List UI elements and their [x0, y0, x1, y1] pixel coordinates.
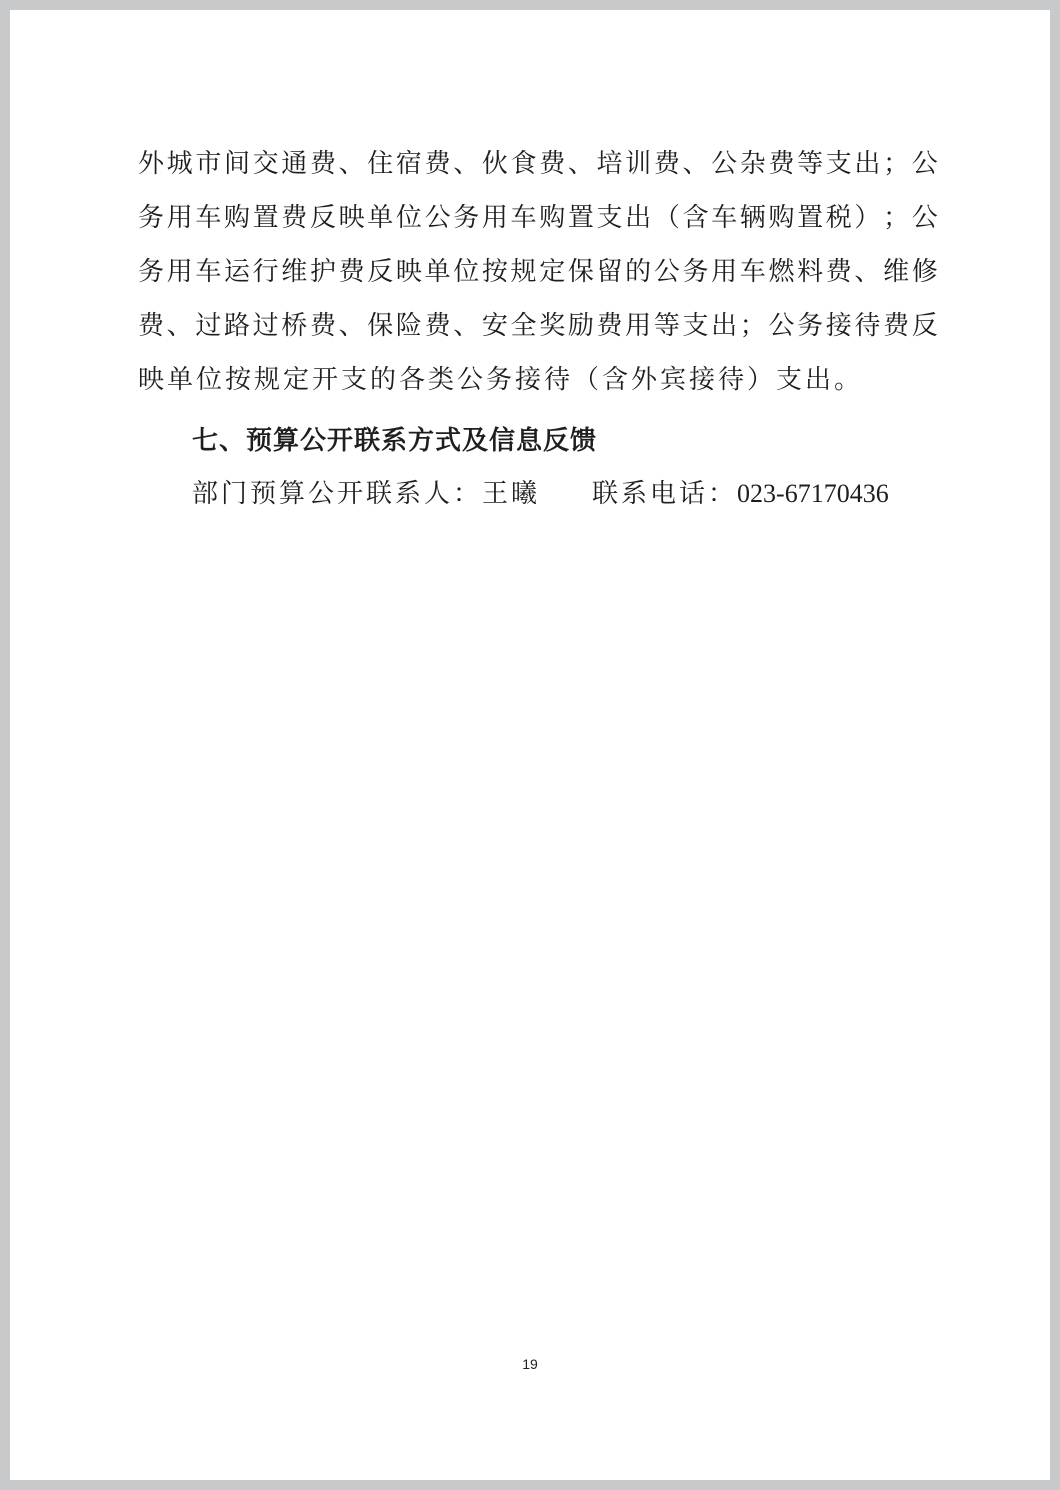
phone-number: 023-67170436 [737, 479, 889, 508]
contact-line [192, 477, 889, 511]
phone-label: 联系电话： [592, 479, 738, 509]
page-number: 19 [522, 1356, 538, 1372]
paragraph-line-3: 务 用 车 运 行 维 护 费 反 映 单 位 按 规 定 保 留 的 公 务 用 车 燃 料 费 、 维 修 [138, 257, 938, 287]
section-heading: 七、预算公开联系方式及信息反馈 [192, 426, 598, 456]
paragraph-line-5: 映单位按规定开支的各类公务接待（含外宾接待）支出。 [138, 365, 864, 395]
paragraph-line-2: 务 用 车 购 置 费 反 映 单 位 公 务 用 车 购 置 支 出 （ 含 车 辆 购 置 税 ） ； 公 [138, 203, 938, 233]
paragraph-line-4: 费 、 过 路 过 桥 费 、 保 险 费 、 安 全 奖 励 费 用 等 支 出 ； 公 务 接 待 费 反 [138, 311, 938, 341]
paragraph-line-1: 外 城 市 间 交 通 费 、 住 宿 费 、 伙 食 费 、 培 训 费 、 公 杂 费 等 支 出 ； 公 [138, 149, 938, 179]
document-page [10, 10, 1050, 1480]
contact-person: 部门预算公开联系人：王曦 [192, 479, 541, 509]
